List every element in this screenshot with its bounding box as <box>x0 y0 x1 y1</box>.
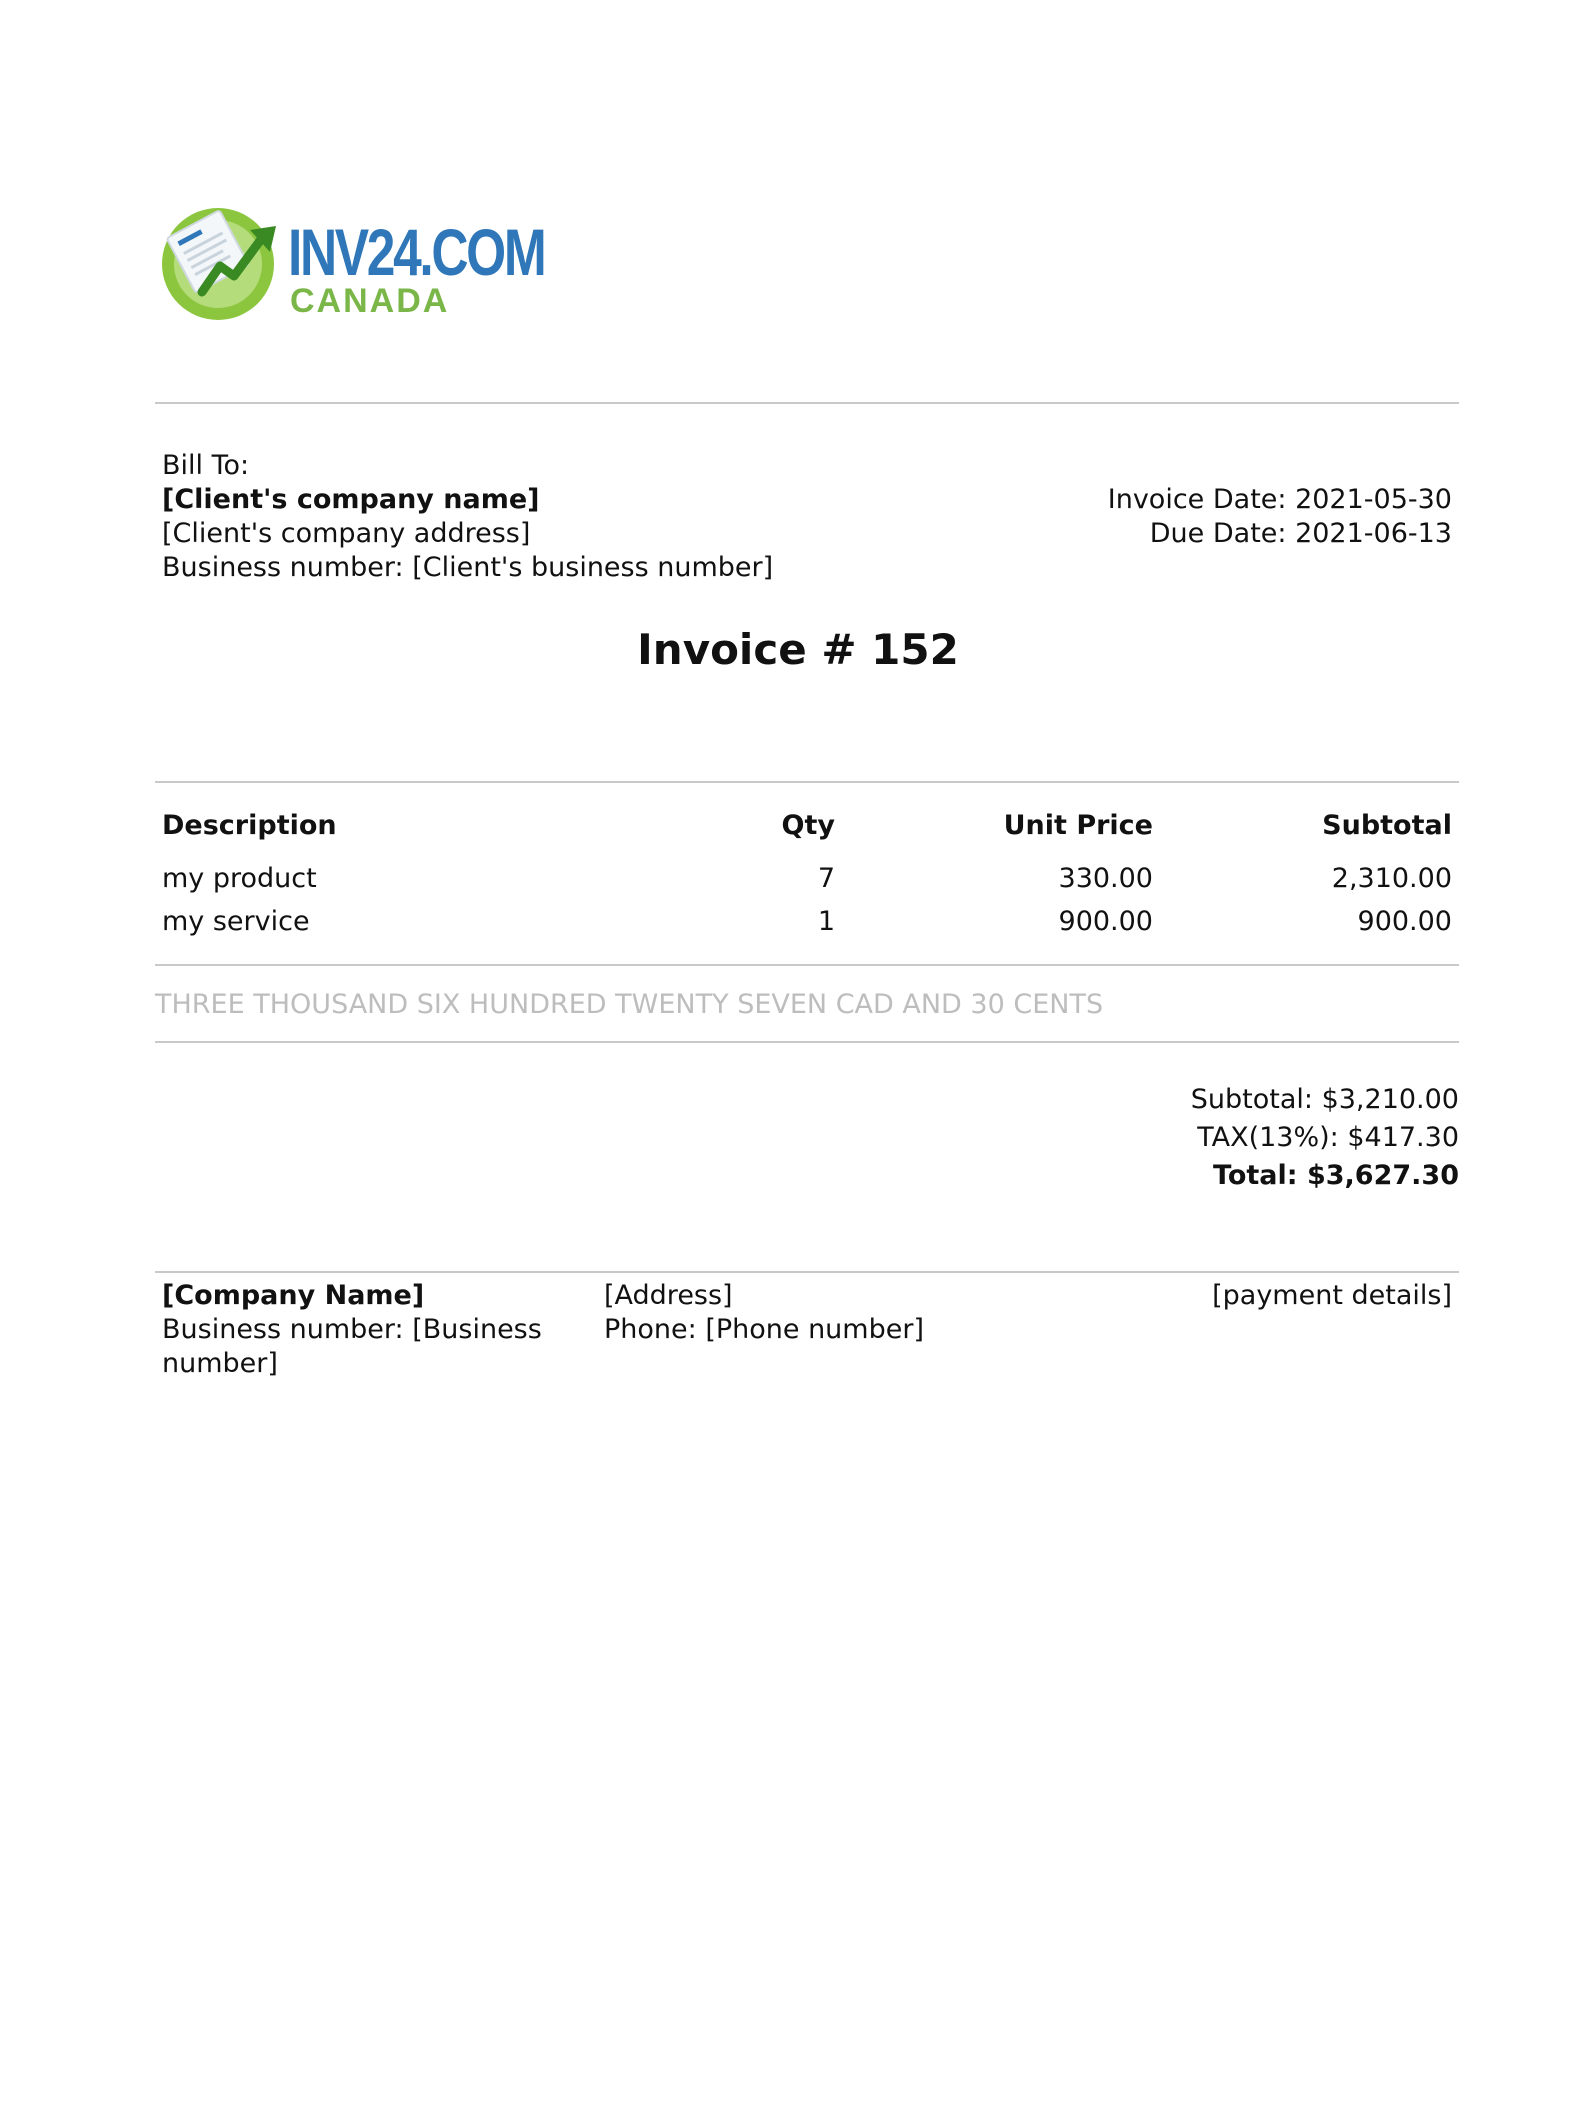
totals-tax: TAX(13%): $417.30 <box>1197 1122 1459 1153</box>
due-date: Due Date: 2021-06-13 <box>1149 518 1452 549</box>
header-qty: Qty <box>781 810 835 841</box>
row-1-subtotal: 2,310.00 <box>1331 863 1452 894</box>
client-company-name: [Client's company name] <box>162 484 540 515</box>
row-2-unit-price: 900.00 <box>1058 906 1153 937</box>
client-business-number: Business number: [Client's business number] <box>162 552 774 583</box>
logo-subtext: CANADA <box>290 282 450 320</box>
row-2-subtotal: 900.00 <box>1357 906 1452 937</box>
footer-company-name: [Company Name] <box>162 1280 425 1311</box>
invoice-growth-icon <box>158 196 288 326</box>
footer-payment-details: [payment details] <box>1212 1280 1452 1311</box>
totals-subtotal: Subtotal: $3,210.00 <box>1190 1084 1459 1115</box>
table-top-divider <box>155 781 1459 783</box>
invoice-date: Invoice Date: 2021-05-30 <box>1107 484 1452 515</box>
row-1-qty: 7 <box>817 863 835 894</box>
header-description: Description <box>162 810 337 841</box>
table-bottom-divider <box>155 964 1459 966</box>
header-subtotal: Subtotal <box>1322 810 1452 841</box>
footer-business-number-cont: number] <box>162 1348 278 1379</box>
row-2-description: my service <box>162 906 310 937</box>
words-divider <box>155 1041 1459 1043</box>
bill-to-label: Bill To: <box>162 450 250 481</box>
totals-total: Total: $3,627.30 <box>1213 1160 1459 1191</box>
row-1-unit-price: 330.00 <box>1058 863 1153 894</box>
footer-phone: Phone: [Phone number] <box>604 1314 924 1345</box>
row-1-description: my product <box>162 863 317 894</box>
footer-business-number: Business number: [Business <box>162 1314 542 1345</box>
company-logo <box>158 196 545 326</box>
invoice-title: Invoice # 152 <box>637 625 959 674</box>
logo-text: INV24.COM <box>288 215 545 289</box>
amount-in-words: THREE THOUSAND SIX HUNDRED TWENTY SEVEN CAD AND 30 CENTS <box>155 989 1104 1020</box>
footer-address: [Address] <box>604 1280 733 1311</box>
header-divider <box>155 402 1459 404</box>
row-2-qty: 1 <box>817 906 835 937</box>
client-company-address: [Client's company address] <box>162 518 531 549</box>
header-unit-price: Unit Price <box>1003 810 1153 841</box>
footer-divider <box>155 1271 1459 1273</box>
